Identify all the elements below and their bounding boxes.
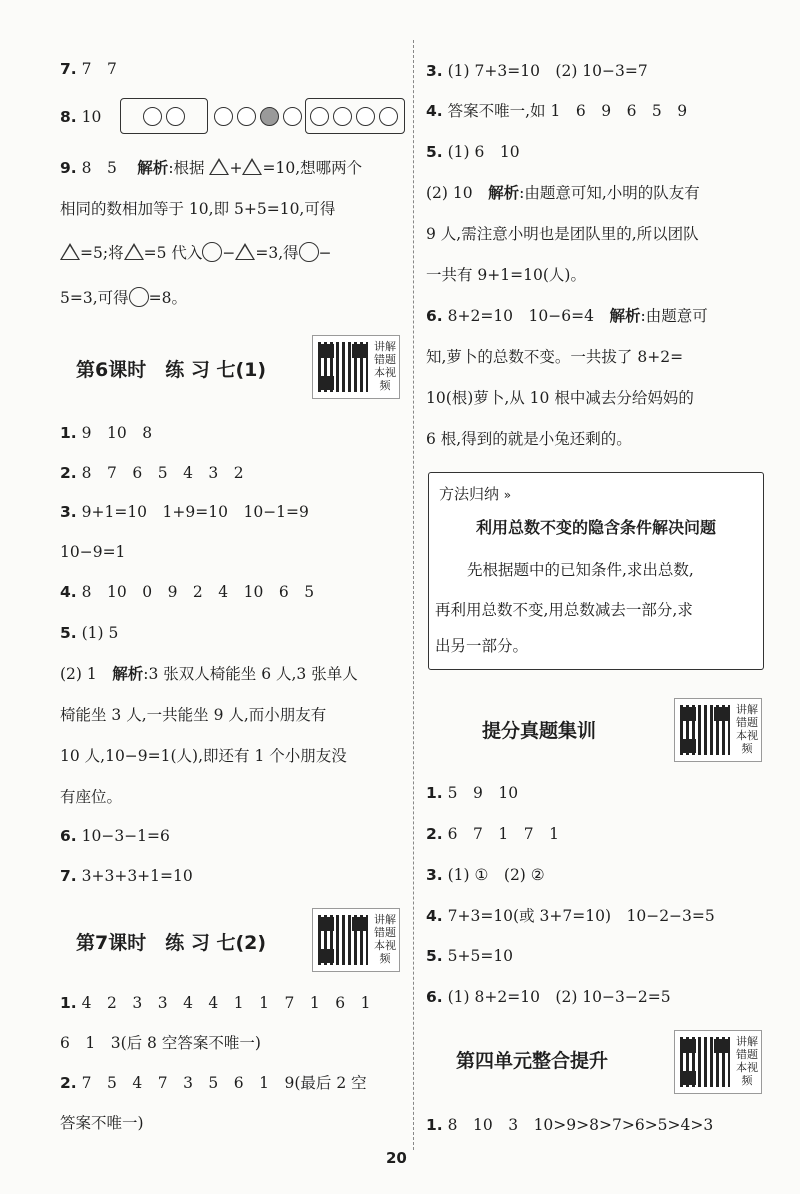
lesson6-answer-3: 3. 9+1=10 1+9=10 10−1=9 bbox=[60, 503, 309, 521]
answer-r6-line1: 6. 8+2=10 10−6=4 解析:由题意可 bbox=[426, 307, 708, 325]
lesson7-answer-2-cont: 答案不唯一) bbox=[60, 1114, 144, 1132]
bead bbox=[283, 107, 302, 126]
lesson7-answer-1: 1. 4 2 3 3 4 4 1 1 7 1 6 1 bbox=[60, 994, 371, 1012]
qr-code[interactable] bbox=[312, 335, 400, 399]
lesson6-answer-5: 5. (1) 5 bbox=[60, 624, 119, 642]
answer-r5b-line3: 一共有 9+1=10(人)。 bbox=[426, 266, 586, 284]
bead-shaded bbox=[260, 107, 279, 126]
qr-code[interactable] bbox=[674, 1030, 762, 1094]
qr-code[interactable] bbox=[312, 908, 400, 972]
answer-8: 8. 10 bbox=[60, 108, 102, 126]
answer-7: 7. 7 7 bbox=[60, 60, 117, 78]
answer-r5: 5. (1) 6 10 bbox=[426, 143, 520, 161]
tifen-answer-6: 6. (1) 8+2=10 (2) 10−3−2=5 bbox=[426, 988, 671, 1006]
qr-code-icon bbox=[318, 915, 368, 965]
triangle-icon bbox=[242, 158, 262, 175]
answer-r4: 4. 答案不唯一,如 1 6 9 6 5 9 bbox=[426, 102, 688, 120]
section-heading-lesson7: 第7课时 练 习 七(2) bbox=[76, 932, 267, 954]
answer-9-line2: 相同的数相加等于 10,即 5+5=10,可得 bbox=[60, 200, 336, 218]
qr-label: 讲解错题本视频 bbox=[736, 1035, 758, 1087]
lesson6-answer-2: 2. 8 7 6 5 4 3 2 bbox=[60, 464, 244, 482]
qr-label: 讲解错题本视频 bbox=[374, 340, 396, 392]
lesson6-answer-5b-line4: 有座位。 bbox=[60, 788, 123, 806]
answer-r5b-line1: (2) 10 解析:由题意可知,小明的队友有 bbox=[426, 184, 700, 202]
lesson6-answer-5b-line2: 椅能坐 3 人,一共能坐 9 人,而小朋友有 bbox=[60, 706, 327, 724]
bead bbox=[237, 107, 256, 126]
tifen-answer-1: 1. 5 9 10 bbox=[426, 784, 519, 802]
tifen-answer-2: 2. 6 7 1 7 1 bbox=[426, 825, 559, 843]
bead-box-left bbox=[120, 98, 208, 134]
triangle-icon bbox=[235, 243, 255, 260]
answer-9-line3: =5;将 =5 代入 − =3,得 − bbox=[60, 242, 332, 264]
section-heading-unit4: 第四单元整合提升 bbox=[456, 1050, 609, 1072]
method-line-2: 再利用总数不变,用总数减去一部分,求 bbox=[435, 601, 693, 619]
bead bbox=[214, 107, 233, 126]
tifen-answer-5: 5. 5+5=10 bbox=[426, 947, 514, 965]
triangle-icon bbox=[124, 243, 144, 260]
circle-icon bbox=[202, 242, 222, 262]
lesson6-answer-5b-line3: 10 人,10−9=1(人),即还有 1 个小朋友没 bbox=[60, 747, 347, 765]
bead bbox=[333, 107, 352, 126]
bead bbox=[143, 107, 162, 126]
method-summary-box bbox=[428, 472, 764, 670]
circle-icon bbox=[299, 242, 319, 262]
circle-icon bbox=[129, 287, 149, 307]
triangle-icon bbox=[209, 158, 229, 175]
triangle-icon bbox=[60, 243, 80, 260]
lesson7-answer-1-cont: 6 1 3(后 8 空答案不唯一) bbox=[60, 1034, 261, 1052]
section-heading-tifen: 提分真题集训 bbox=[482, 720, 597, 742]
lesson6-answer-4: 4. 8 10 0 9 2 4 10 6 5 bbox=[60, 583, 315, 601]
qr-code-icon bbox=[680, 705, 730, 755]
tifen-answer-3: 3. (1) ① (2) ② bbox=[426, 866, 545, 884]
bead bbox=[356, 107, 375, 126]
method-label: 方法归纳 » bbox=[439, 485, 512, 503]
bead bbox=[166, 107, 185, 126]
double-chevron-icon: » bbox=[503, 488, 512, 502]
qr-label: 讲解错题本视频 bbox=[374, 913, 396, 965]
answer-r3: 3. (1) 7+3=10 (2) 10−3=7 bbox=[426, 62, 648, 80]
bead bbox=[379, 107, 398, 126]
bead bbox=[310, 107, 329, 126]
page-number: 20 bbox=[386, 1149, 407, 1167]
lesson6-answer-7: 7. 3+3+3+1=10 bbox=[60, 867, 193, 885]
answer-r6-line2: 知,萝卜的总数不变。一共拔了 8+2= bbox=[426, 348, 684, 366]
column-divider bbox=[413, 40, 414, 1150]
qr-label: 讲解错题本视频 bbox=[736, 703, 758, 755]
method-line-3: 出另一部分。 bbox=[435, 637, 529, 655]
answer-r6-line3: 10(根)萝卜,从 10 根中减去分给妈妈的 bbox=[426, 389, 694, 407]
qr-code-icon bbox=[680, 1037, 730, 1087]
method-line-1: 先根据题中的已知条件,求出总数, bbox=[467, 561, 694, 579]
answer-9-line4: 5=3,可得 =8。 bbox=[60, 289, 187, 307]
answer-r6-line4: 6 根,得到的就是小兔还剩的。 bbox=[426, 430, 632, 448]
section-heading-lesson6: 第6课时 练 习 七(1) bbox=[76, 359, 267, 381]
lesson7-answer-2: 2. 7 5 4 7 3 5 6 1 9(最后 2 空 bbox=[60, 1074, 367, 1092]
lesson6-answer-3-cont: 10−9=1 bbox=[60, 543, 126, 561]
lesson6-answer-5b-line1: (2) 1 解析:3 张双人椅能坐 6 人,3 张单人 bbox=[60, 665, 358, 683]
answer-9-line1: 9. 8 5 解析:根据 + =10,想哪两个 bbox=[60, 159, 363, 177]
method-title: 利用总数不变的隐含条件解决问题 bbox=[475, 518, 716, 537]
qr-code-icon bbox=[318, 342, 368, 392]
lesson6-answer-1: 1. 9 10 8 bbox=[60, 424, 153, 442]
tifen-answer-4: 4. 7+3=10(或 3+7=10) 10−2−3=5 bbox=[426, 907, 715, 925]
lesson6-answer-6: 6. 10−3−1=6 bbox=[60, 827, 170, 845]
qr-code[interactable] bbox=[674, 698, 762, 762]
unit4-answer-1: 1. 8 10 3 10>9>8>7>6>5>4>3 bbox=[426, 1116, 714, 1134]
answer-r5b-line2: 9 人,需注意小明也是团队里的,所以团队 bbox=[426, 225, 699, 243]
